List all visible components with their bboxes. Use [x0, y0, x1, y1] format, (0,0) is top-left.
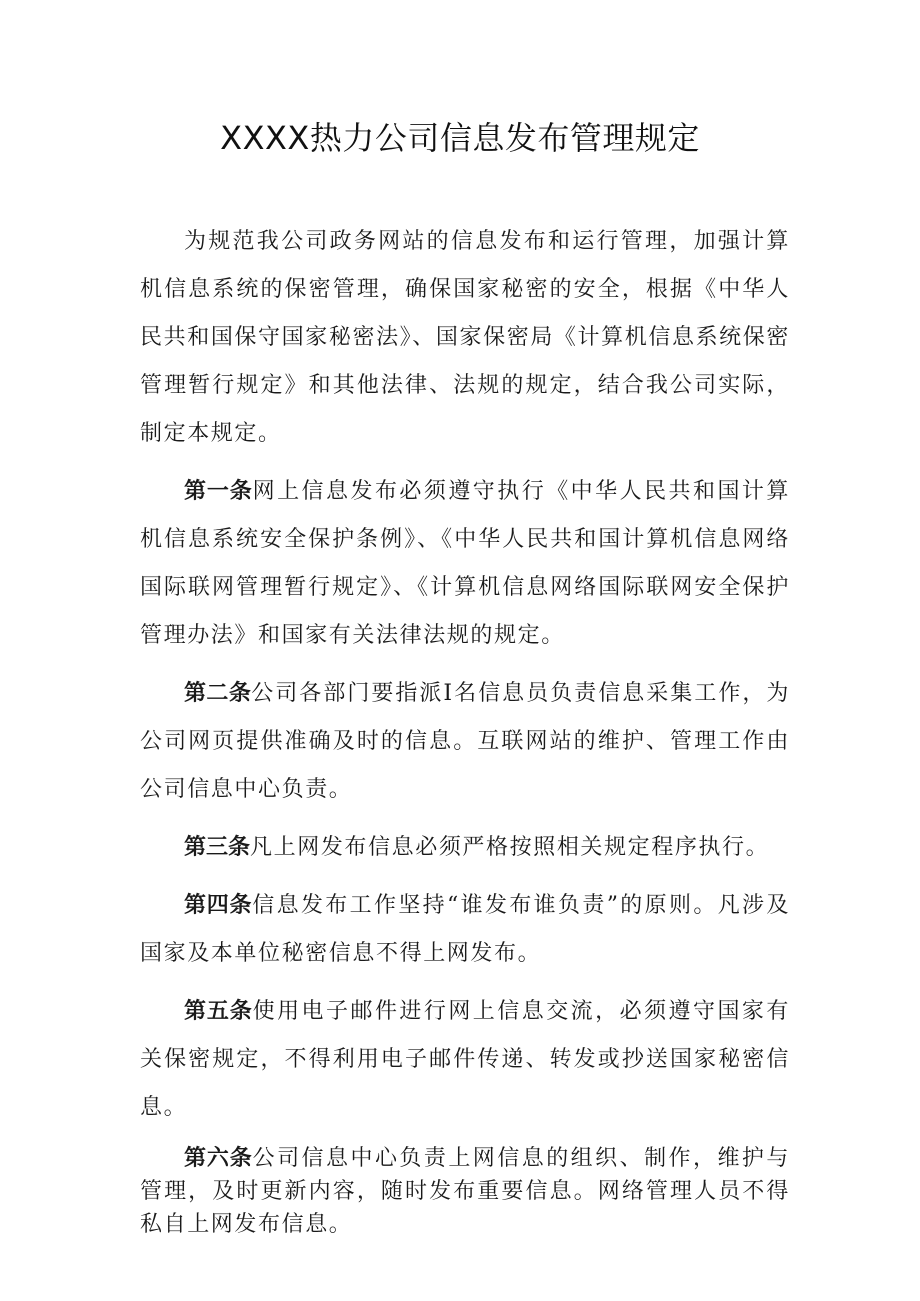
article-4-label: 第四条 — [184, 893, 253, 918]
article-3 — [140, 824, 790, 872]
article-3-label: 第三条 — [184, 835, 251, 860]
article-1-label: 第一条 — [184, 479, 253, 504]
article-2-text: 公司各部门要指派Ⅰ名信息员负责信息采集工作，为公司网页提供准确及时的信息。互联网站的维护、管理工作由公司信息中心负责。 — [140, 681, 790, 802]
article-6 — [140, 1142, 790, 1241]
article-4-text: 信息发布工作坚持“谁发布谁负责”的原则。凡涉及国家及本单位秘密信息不得上网发布。 — [140, 893, 790, 966]
article-4 — [140, 882, 790, 978]
article-5-label: 第五条 — [184, 999, 253, 1024]
article-5 — [140, 988, 790, 1132]
article-6-text: 公司信息中心负责上网信息的组织、制作，维护与管理，及时更新内容，随时发布重要信息。网络管理人员不得私自上网发布信息。 — [140, 1146, 790, 1237]
article-1-text: 网上信息发布必须遵守执行《中华人民共和国计算机信息系统安全保护条例》、《中华人民共和国计算机信息网络国际联网管理暂行规定》、《计算机信息网络国际联网安全保护管理办法》和国家有关法律法规的规定。 — [140, 479, 790, 648]
preamble-paragraph: 为规范我公司政务网站的信息发布和运行管理，加强计算机信息系统的保密管理，确保国家秘密的安全，根据《中华人民共和国保守国家秘密法》、国家保密局《计算机信息系统保密管理暂行规定》和其他法律、法规的规定，结合我公司实际，制定本规定。 — [140, 229, 790, 446]
article-2-label: 第二条 — [184, 681, 252, 706]
article-5-text: 使用电子邮件进行网上信息交流，必须遵守国家有关保密规定，不得利用电子邮件传递、转发或抄送国家秘密信息。 — [140, 999, 790, 1120]
article-1 — [140, 468, 790, 660]
article-2 — [140, 670, 790, 814]
article-6-label: 第六条 — [184, 1146, 253, 1171]
document-body — [140, 218, 790, 1251]
document-title: XXXX热力公司信息发布管理规定 — [220, 119, 700, 157]
article-3-text: 凡上网发布信息必须严格按照相关规定程序执行。 — [250, 835, 770, 860]
